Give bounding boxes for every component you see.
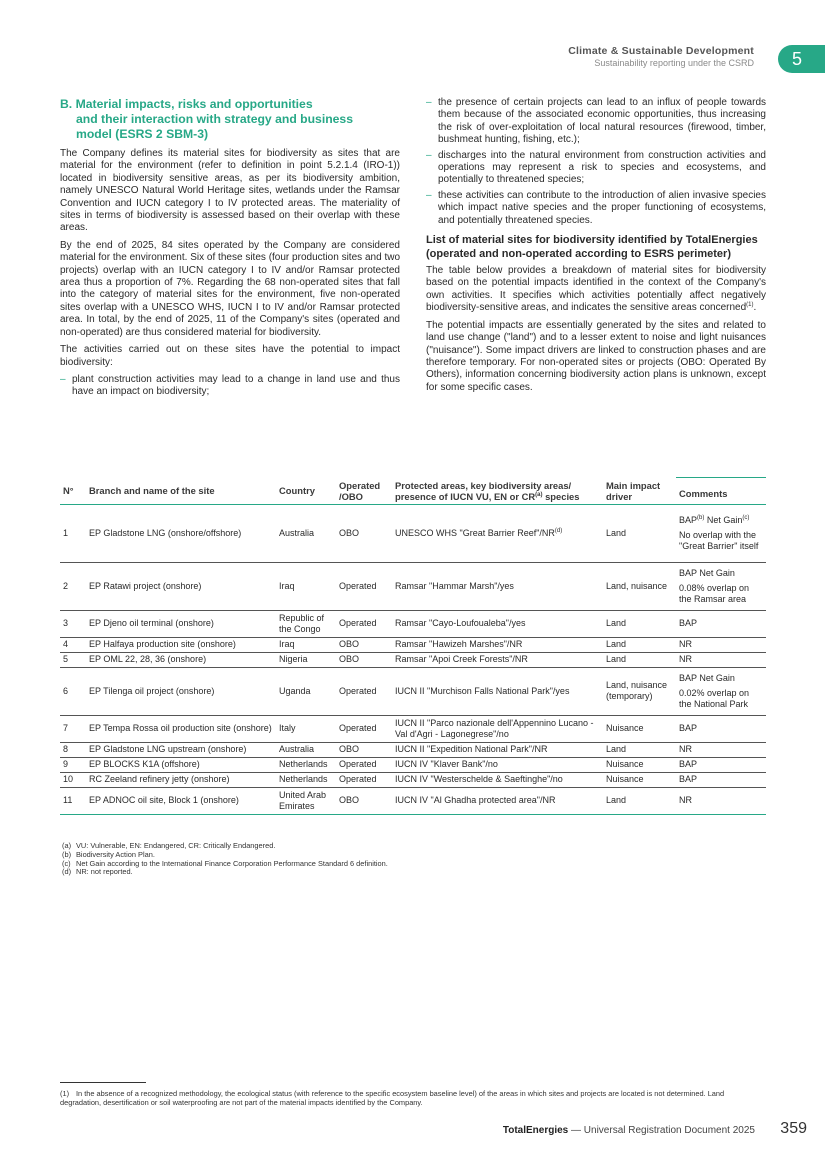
cell-operated: OBO	[339, 654, 360, 664]
cell-comments: BAP Net Gain 0.08% overlap on the Ramsar area	[679, 567, 750, 604]
page-footer	[503, 1125, 755, 1136]
cell-no: 2	[63, 580, 69, 591]
impact-list-continued	[426, 97, 766, 227]
cell-area: UNESCO WHS "Great Barrier Reef"/NR$^{(d)}$	[395, 527, 563, 538]
cell-operated: Operated	[339, 723, 377, 733]
page-number: 359	[780, 1120, 807, 1137]
cell-no: 7	[63, 723, 69, 733]
cell-area: IUCN IV "Al Ghadha protected area"/NR	[395, 795, 556, 805]
cell-no: 4	[63, 639, 69, 649]
impact-list-item: – plant construction activities may lead to a change in land use and thus have an impact on biodiversity;	[60, 374, 400, 399]
cell-no: 8	[63, 744, 69, 754]
cell-site: RC Zeeland refinery jetty (onshore)	[89, 774, 230, 784]
cell-operated: OBO	[339, 639, 360, 649]
cell-operated: OBO	[339, 744, 360, 754]
cell-no: 9	[63, 759, 69, 769]
cell-operated: Operated	[339, 618, 377, 628]
cell-area: IUCN IV "Klaver Bank"/no	[395, 759, 498, 769]
table-row	[60, 637, 766, 652]
paragraph-definition: The Company defines its material sites for biodiversity as sites that are material for the environment (refer to definition in point 5.2.1.4 (IRO-1)) located in biodiversity sensitive areas, as per its biodiversity ambition, namely UNESCO Natural World Heritage sites, wetlands under the Ramsar Convention and IUCN category I to IV protected areas. The materiality of sites in terms of biodiversity is assessed based on their overlap with these areas.	[60, 148, 400, 234]
cell-country: Netherlands	[279, 774, 328, 784]
col-header-driver: Main impact driver	[606, 479, 661, 502]
cell-site: EP Djeno oil terminal (onshore)	[89, 618, 214, 628]
cell-driver: Land	[606, 795, 627, 805]
table-header-row	[60, 478, 766, 505]
footer-doc: — Universal Registration Document 2025	[568, 1125, 755, 1136]
cell-no: 10	[63, 774, 74, 784]
cell-site: EP Gladstone LNG upstream (onshore)	[89, 744, 247, 754]
col-header-operated: Operated /OBO	[339, 479, 381, 502]
cell-no: 5	[63, 654, 69, 664]
table-row	[60, 652, 766, 667]
cell-country: Italy	[279, 723, 296, 733]
cell-site: EP Tilenga oil project (onshore)	[89, 685, 215, 696]
cell-site: EP Ratawi project (onshore)	[89, 580, 202, 591]
cell-comments: BAP	[679, 723, 698, 733]
table-row	[60, 667, 766, 715]
table-note: (a) VU: Vulnerable, EN: Endangered, CR: Critically Endangered.	[62, 841, 276, 850]
cell-driver: Land, nuisance	[606, 580, 668, 591]
material-sites-table	[60, 477, 766, 815]
cell-area: IUCN II "Parco nazionale dell'Appennino Lucano - Val d'Agri - Lagonegrese"/no	[395, 717, 594, 739]
cell-site: EP Tempa Rossa oil production site (onshore)	[89, 723, 272, 733]
cell-comments: BAP$^{(b)}$ Net Gain$^{(c)}$ No overlap with the "Great Barrier" itself	[679, 514, 759, 551]
cell-comments: NR	[679, 654, 692, 664]
cell-site: EP Halfaya production site (onshore)	[89, 639, 236, 649]
table-note: (c) Net Gain according to the International Finance Corporation Performance Standard 6 definition.	[62, 858, 388, 868]
cell-driver: Land	[606, 527, 627, 538]
footer-brand: TotalEnergies	[502, 1125, 569, 1136]
table-notes	[62, 842, 388, 877]
cell-country: United Arab Emirates	[279, 789, 327, 811]
cell-operated: Operated	[339, 774, 377, 784]
cell-comments: BAP	[679, 759, 698, 769]
impact-list	[60, 374, 400, 399]
left-column	[60, 97, 400, 405]
cell-area: Ramsar "Cayo-Loufoualeba"/yes	[395, 618, 526, 628]
right-column	[426, 97, 766, 399]
section-heading-line1: B. Material impacts, risks and opportunities	[60, 97, 313, 111]
cell-country: Australia	[279, 527, 315, 538]
cell-comments: NR	[679, 744, 692, 754]
cell-country: Uganda	[279, 685, 311, 696]
cell-driver: Nuisance	[606, 723, 644, 733]
cell-no: 11	[63, 795, 73, 805]
col-header-branch: Branch and name of the site	[89, 485, 215, 496]
header-title: Climate & Sustainable Development	[568, 45, 754, 57]
impact-list-item: – discharges into the natural environment from construction activities and operations may represent a risk to species and ecosystems, and potentially to threatened species;	[426, 150, 766, 187]
header-subtitle: Sustainability reporting under the CSRD	[594, 58, 754, 68]
cell-no: 1	[63, 527, 69, 538]
impact-list-item: – the presence of certain projects can lead to an influx of people towards them because of the associated economic opportunities, thus increasing the risk of over-exploitation of local natural resources (firewood, timber, bushmeat hunting, fishing, etc.);	[426, 97, 766, 147]
table-row	[60, 757, 766, 772]
chapter-tab: 5	[778, 45, 825, 73]
cell-area: IUCN II "Murchison Falls National Park"/yes	[395, 685, 570, 696]
cell-country: Australia	[279, 744, 315, 754]
cell-no: 3	[63, 618, 69, 628]
paragraph-activities: The activities carried out on these sites have the potential to impact biodiversity:	[60, 344, 400, 368]
section-heading-line2: and their interaction with strategy and business	[76, 112, 353, 126]
section-heading	[60, 97, 400, 142]
table-row	[60, 742, 766, 757]
cell-country: Nigeria	[279, 654, 308, 664]
cell-operated: Operated	[339, 580, 377, 591]
cell-country: Iraq	[279, 639, 295, 649]
cell-comments: NR	[679, 639, 692, 649]
cell-area: Ramsar "Hammar Marsh"/yes	[395, 580, 514, 591]
col-header-no: N°	[63, 485, 74, 496]
table-row	[60, 715, 766, 742]
cell-operated: Operated	[339, 759, 377, 769]
cell-operated: OBO	[339, 795, 360, 805]
table-row	[60, 787, 766, 814]
table-row	[60, 562, 766, 610]
table-row	[60, 610, 766, 637]
col-header-country: Country	[279, 485, 315, 496]
cell-country: Iraq	[279, 580, 295, 591]
paragraph-count: By the end of 2025, 84 sites operated by the Company are considered material for the environment. Six of these sites (four production sites and two projects) overlap with an IUCN category I to IV and/or Ramsar protected area thus a proportion of 7%. Regarding the 68 non-operated sites that fall into the category of material sites for the environment, five non-operated sites overlap with a UNESCO WHS, IUCN I to IV and/or Ramsar protected area. In total, by the end of 2025, 11 of the Company's sites (operated and non-operated) are thus considered material for biodiversity.	[60, 239, 400, 338]
cell-no: 6	[63, 685, 69, 696]
cell-area: Ramsar "Hawizeh Marshes"/NR	[395, 639, 523, 649]
page-footnote: (1) In the absence of a recognized methodology, the ecological status (with reference to the specific ecosystem baseline level) of the areas in which sites and projects are located is not determined. Land degradation, desertification or soil waterproofing are not part of the material impacts identified by the Company.	[60, 1089, 725, 1107]
cell-driver: Land, nuisance (temporary)	[606, 680, 668, 701]
cell-driver: Land	[606, 639, 627, 649]
cell-country: Republic of the Congo	[279, 612, 325, 634]
cell-driver: Land	[606, 654, 627, 664]
cell-area: IUCN II "Expedition National Park"/NR	[395, 744, 548, 754]
paragraph-impacts: The potential impacts are essentially generated by the sites and related to land use change ("land") and to a lesser extent to noise and light nuisances ("nuisance"). Some impact drivers are linked to construction phases and are therefore temporary. For non-operated sites or projects (OBO: Operated By Others), information concerning biodiversity action plans is unknown, except for some specific cases.	[426, 319, 766, 393]
cell-area: Ramsar "Apoi Creek Forests"/NR	[395, 654, 528, 664]
cell-country: Netherlands	[279, 759, 328, 769]
list-section-heading: List of material sites for biodiversity identified by TotalEnergies (operated and non-operated according to ESRS perimeter)	[426, 234, 758, 261]
col-header-protected: Protected areas, key biodiversity areas/ presence of IUCN VU, EN or CR$^{(a)}$ species	[395, 479, 580, 502]
table-row	[60, 772, 766, 787]
cell-driver: Nuisance	[606, 774, 644, 784]
cell-operated: OBO	[339, 527, 360, 538]
table-note: (b) Biodiversity Action Plan.	[62, 849, 155, 859]
cell-comments: BAP	[679, 774, 698, 784]
footnote-ref: (1)	[746, 302, 754, 309]
cell-driver: Nuisance	[606, 759, 644, 769]
cell-comments: NR	[679, 795, 692, 805]
col-header-comments: Comments	[676, 478, 766, 505]
table-note: (d) NR: not reported.	[62, 867, 133, 877]
paragraph-table-intro: The table below provides a breakdown of material sites for biodiversity based on the potential impacts identified in the context of the Company's own activities. It specifies which activities potentially affect negatively biodiversity-sensitive areas, and indicates the sensitive areas concerned$^{(1)}$.	[426, 265, 766, 314]
cell-driver: Land	[606, 618, 627, 628]
cell-site: EP ADNOC oil site, Block 1 (onshore)	[89, 795, 239, 805]
section-heading-line3: model (ESRS 2 SBM-3)	[76, 127, 209, 141]
cell-driver: Land	[606, 744, 627, 754]
cell-area: IUCN IV "Westerschelde & Saeftinghe"/no	[395, 774, 563, 784]
cell-site: EP BLOCKS K1A (offshore)	[89, 759, 200, 769]
cell-site: EP OML 22, 28, 36 (onshore)	[89, 654, 207, 664]
cell-site: EP Gladstone LNG (onshore/offshore)	[89, 527, 242, 538]
cell-comments: BAP	[679, 618, 698, 628]
cell-operated: Operated	[339, 685, 377, 696]
cell-comments: BAP Net Gain 0.02% overlap on the National Park	[679, 672, 750, 709]
table-row	[60, 504, 766, 562]
impact-list-item: – these activities can contribute to the introduction of alien invasive species which impact native species and the proper functioning of ecosystems, and potentially threatened species.	[426, 190, 766, 227]
footnote-divider	[60, 1082, 146, 1083]
